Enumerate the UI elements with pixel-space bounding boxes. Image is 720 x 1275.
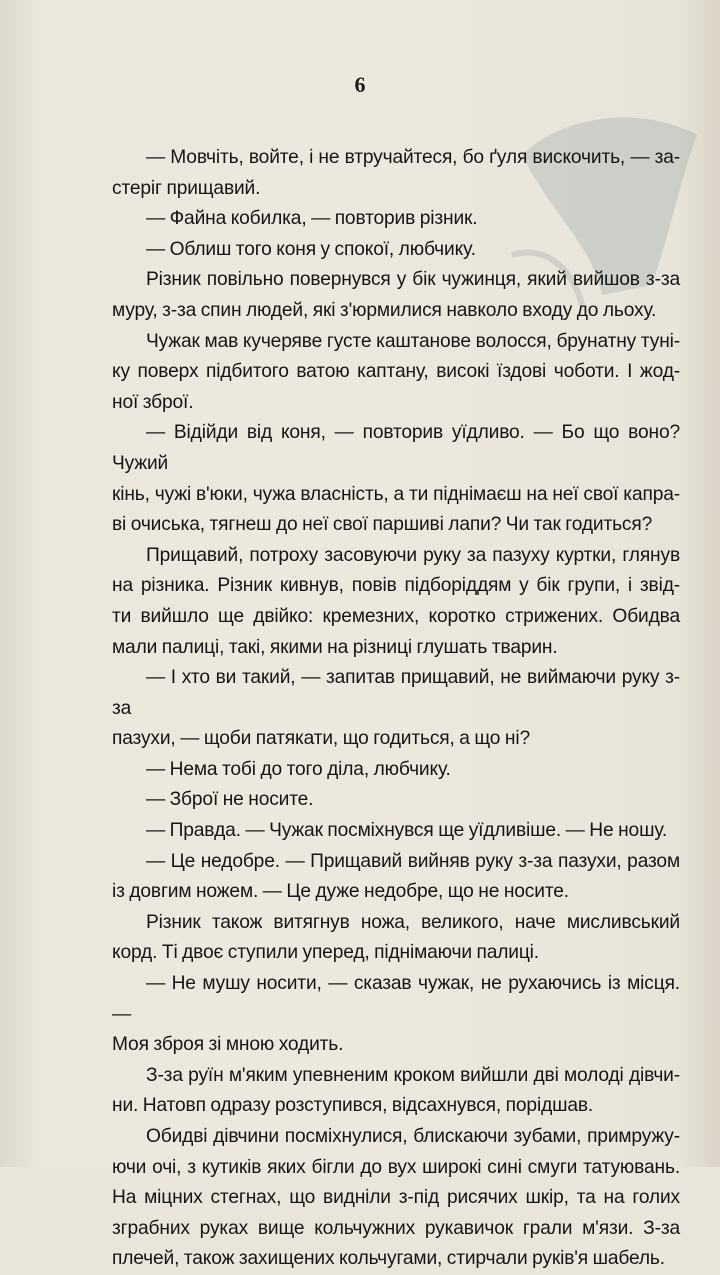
text-line: Прищавий, потроху засовуючи руку за пазуху куртки, глянув	[146, 544, 680, 566]
text-line: Різник також витягнув ножа, великого, наче мисливський	[146, 911, 680, 933]
text-line: мали палиці, такі, якими на різниці глушать тварин.	[112, 636, 558, 658]
text-line: стеріг прищавий.	[112, 177, 261, 199]
paragraph	[112, 541, 680, 663]
paragraph	[112, 755, 680, 786]
text-line: Чужак мав кучеряве густе каштанове волосся, брунатну туні-	[146, 330, 680, 352]
body-text	[112, 143, 680, 1275]
paragraph	[112, 265, 680, 326]
paragraph	[112, 418, 680, 540]
text-line: ві очиська, тягнеш до неї свої паршиві лапи? Чи так годиться?	[112, 514, 653, 536]
text-line: на різника. Різник кивнув, повів підборіддям у бік групи, і звід-	[112, 575, 680, 597]
text-line: кінь, чужі в'юки, чужа власність, а ти піднімаєш на неї свої капра-	[112, 483, 680, 505]
page-number: 6	[354, 72, 366, 97]
text-line: ти вийшло ще двійко: кремезних, коротко стрижених. Обидва	[112, 605, 680, 627]
text-line: — Правда. — Чужак посміхнувся ще уїдливіше. — Не ношу.	[146, 820, 668, 842]
paragraph	[112, 1061, 680, 1122]
text-line: — Мовчіть, войте, і не втручайтеся, бо ґуля вискочить, — за-	[146, 147, 680, 168]
text-line: Різник повільно повернувся у бік чужинця, який вийшов з-за	[146, 269, 680, 291]
paragraph	[112, 327, 680, 419]
text-line: — Це недобре. — Прищавий вийняв руку з-за пазухи, разом	[146, 850, 680, 872]
text-line: З-за руїн м'яким упевненим кроком вийшли дві молоді дівчи-	[146, 1064, 680, 1086]
text-line: ючи очі, з кутиків яких бігли до вух широкі сині смуги татуювань.	[112, 1156, 680, 1178]
text-line: — І хто ви такий, — запитав прищавий, не виймаючи руку з-за	[112, 667, 680, 719]
text-line: — Не мушу носити, — сказав чужак, не рухаючись із місця. —	[112, 973, 680, 1025]
text-line: — Нема тобі до того діла, любчику.	[146, 758, 451, 780]
text-line: корд. Ті двоє ступили уперед, піднімаючи палиці.	[112, 942, 539, 964]
paragraph	[112, 1122, 680, 1275]
text-line: із довгим ножем. — Це дуже недобре, що не носите.	[112, 881, 569, 903]
text-line: зграбних руках вище кольчужних рукавичок грали м'язи. З-за	[112, 1217, 680, 1239]
text-line: — Файна кобилка, — повторив різник.	[146, 208, 478, 230]
paragraph	[112, 847, 680, 908]
text-line: — Зброї не носите.	[146, 789, 314, 811]
text-line: ку поверх підбитого ватою каптану, високі їздові чоботи. І жод-	[112, 361, 680, 383]
text-line: муру, з-за спин людей, які з'юрмилися навколо входу до льоху.	[112, 299, 657, 321]
text-line: плечей, також захищених кольчугами, стирчали руків'я шабель.	[112, 1248, 665, 1270]
paragraph	[112, 204, 680, 235]
text-line: Моя зброя зі мною ходить.	[112, 1034, 344, 1056]
paragraph	[112, 143, 680, 204]
text-line: — Відійди від коня, — повторив уїдливо. — Бо що воно? Чужий	[112, 422, 680, 474]
text-line: пазухи, — щоби патякати, що годиться, а що ні?	[112, 728, 530, 750]
text-line: На міцних стегнах, що видніли з-під рисячих шкір, та на голих	[112, 1187, 680, 1209]
paragraph	[112, 663, 680, 755]
text-line: ни. Натовп одразу розступився, відсахнувся, порідшав.	[112, 1095, 594, 1117]
paragraph	[112, 785, 680, 816]
paragraph	[112, 816, 680, 847]
paragraph	[112, 908, 680, 969]
paragraph	[112, 235, 680, 266]
text-line: ної зброї.	[112, 391, 194, 413]
text-line: — Облиш того коня у спокої, любчику.	[146, 238, 476, 260]
text-line: Обидві дівчини посміхнулися, блискаючи зубами, примружу-	[146, 1126, 680, 1147]
paragraph	[112, 969, 680, 1061]
